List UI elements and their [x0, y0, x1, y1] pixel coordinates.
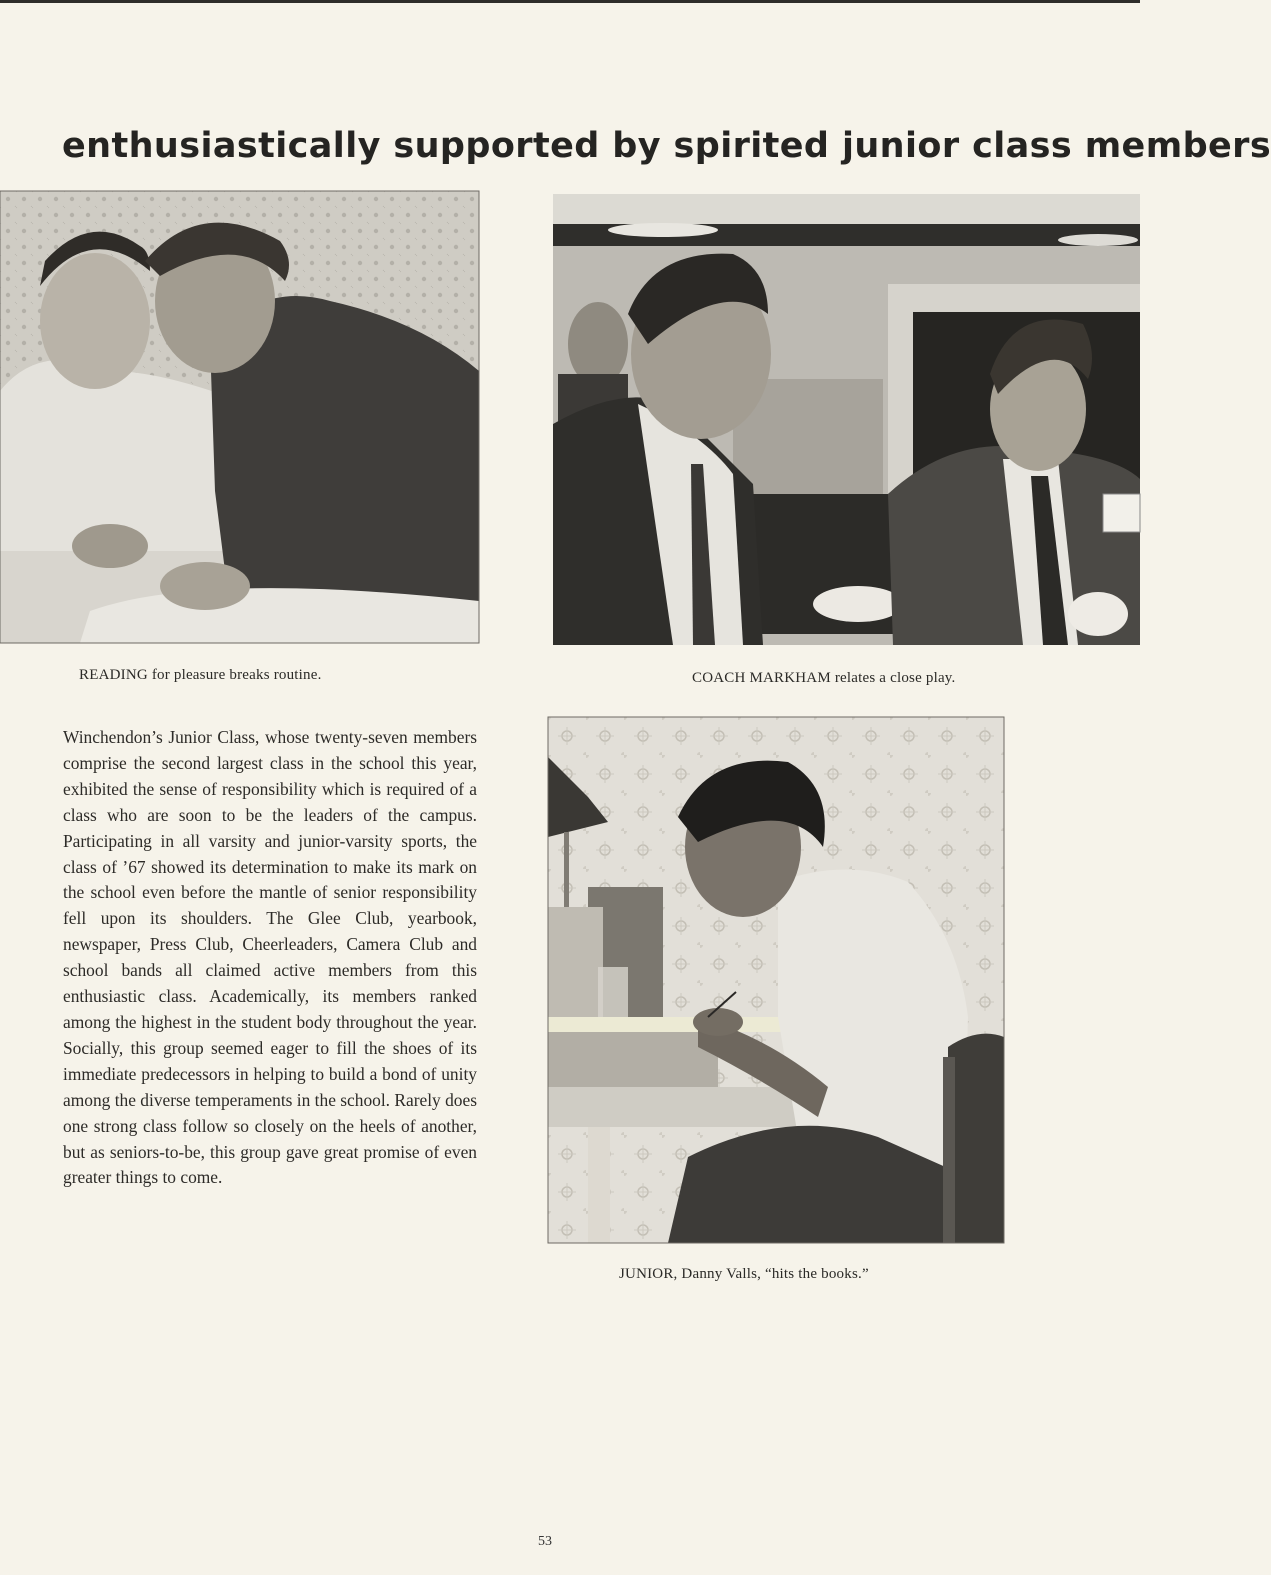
caption-coach: COACH MARKHAM relates a close play.: [692, 670, 956, 686]
page-number: 53: [538, 1534, 552, 1549]
caption-junior: JUNIOR, Danny Valls, “hits the books.”: [619, 1266, 869, 1282]
article-body: Winchendon’s Junior Class, whose twenty-seven members comprise the second largest class in the school this year, exhibited the sense of responsibility which is required of a class who are soon to be the leaders of the campus. Participating in all varsity and junior-varsity sports, the class of ’67 showed its determination to make its mark on the school even before the mantle of senior responsibility fell upon its shoulders. The Glee Club, yearbook, newspaper, Press Club, Cheerleaders, Camera Club and school bands all claimed active members from this enthusiastic class. Academically, its members ranked among the highest in the student body throughout the year. Socially, this group seemed eager to fill the shoes of its immediate predecessors in helping to build a bond of unity among the diverse temperaments in the school. Rarely does one strong class follow so closely on the heels of another, but as seniors-to-be, this group gave great promise of even greater things to come.: [63, 727, 477, 1188]
page-headline: enthusiastically supported by spirited junior class members: [62, 126, 1271, 166]
photo-junior-studying: [548, 717, 1004, 1243]
photo-coach-markham: [553, 194, 1140, 645]
caption-reading: READING for pleasure breaks routine.: [79, 667, 322, 683]
top-border: [0, 0, 1140, 3]
photo-students-reading: [0, 191, 479, 643]
